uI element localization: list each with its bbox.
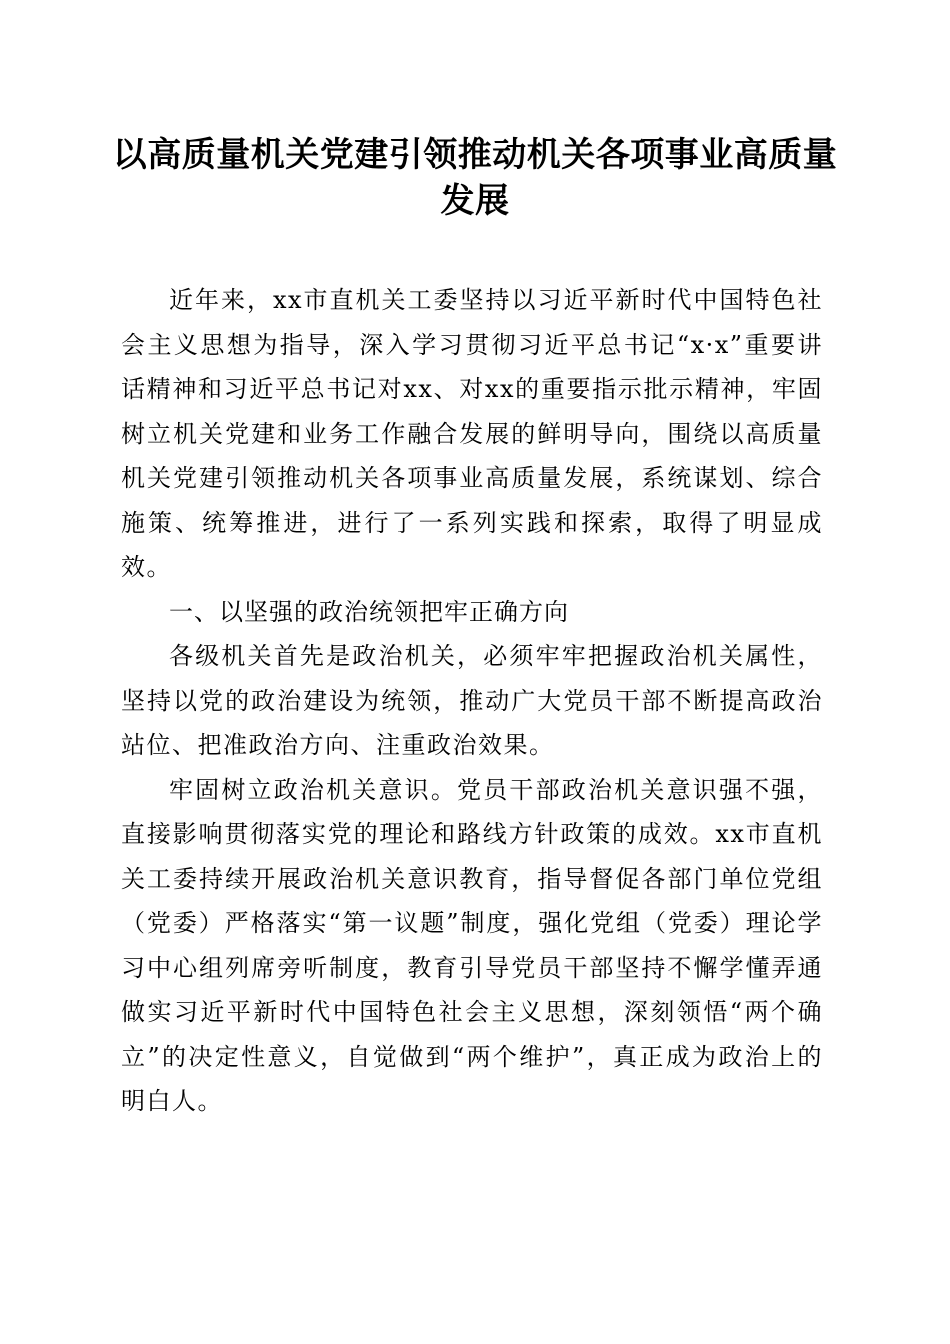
section-1-paragraph-2: 牢固树立政治机关意识。党员干部政治机关意识强不强，直接影响贯彻落实党的理论和路线方针政策的成效。xx市直机关工委持续开展政治机关意识教育，指导督促各部门单位党组（党委）严格落实“第一议题”制度，强化党组（党委）理论学习中心组列席旁听制度，教育引导党员干部坚持不懈学懂弄通做实习近平新时代中国特色社会主义思想，深刻领悟“两个确立”的决定性意义，自觉做到“两个维护”，真正成为政治上的明白人。 <box>121 775 823 1115</box>
document-body <box>121 278 823 1124</box>
document-title: 以高质量机关党建引领推动机关各项事业高质量发展 <box>112 135 838 221</box>
intro-paragraph: 近年来，xx市直机关工委坚持以习近平新时代中国特色社会主义思想为指导，深入学习贯彻习近平总书记“x·x”重要讲话精神和习近平总书记对xx、对xx的重要指示批示精神，牢固树立机关党建和业务工作融合发展的鲜明导向，围绕以高质量机关党建引领推动机关各项事业高质量发展，系统谋划、综合施策、统筹推进，进行了一系列实践和探索，取得了明显成效。 <box>121 286 823 581</box>
section-heading-1: 一、以坚强的政治统领把牢正确方向 <box>169 597 569 626</box>
section-1-paragraph-1: 各级机关首先是政治机关，必须牢牢把握政治机关属性，坚持以党的政治建设为统领，推动广大党员干部不断提高政治站位、把准政治方向、注重政治效果。 <box>121 642 823 759</box>
